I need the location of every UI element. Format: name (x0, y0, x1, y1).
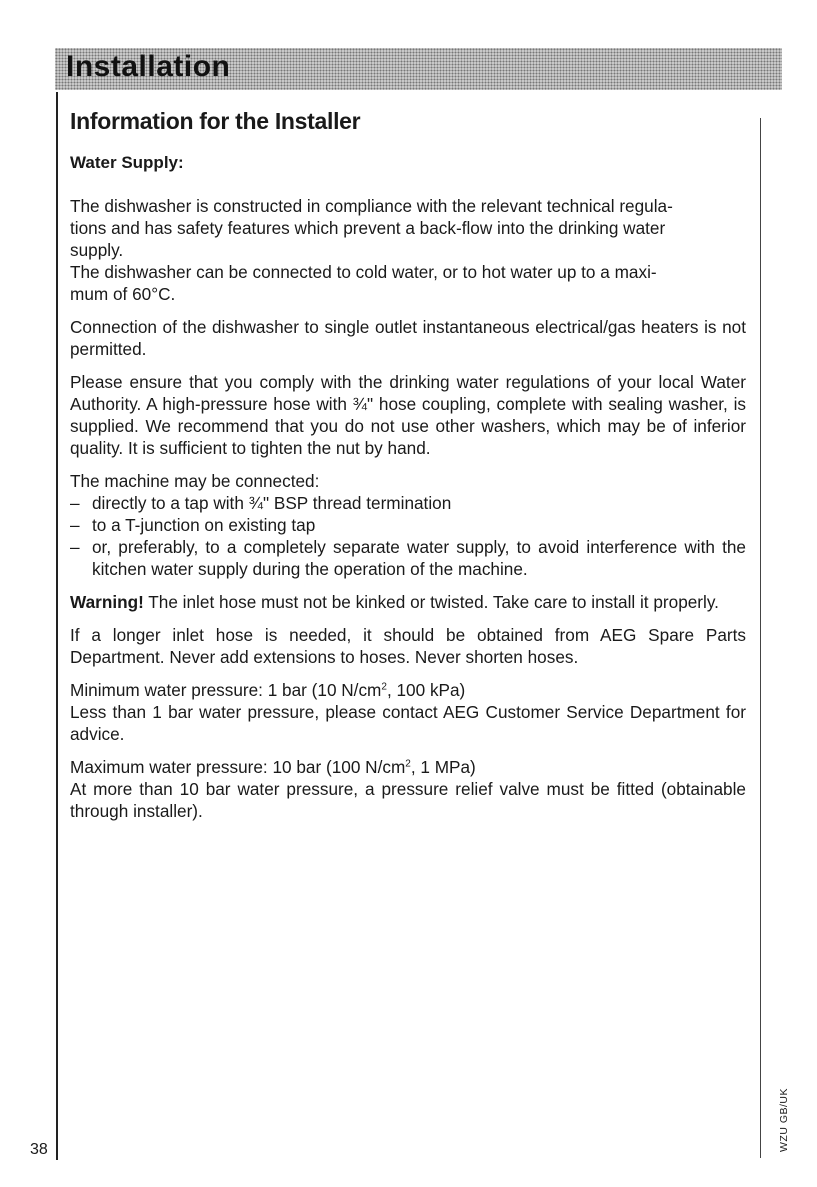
list-dash: – (70, 493, 80, 513)
list-item (70, 536, 746, 580)
regulations-paragraph: Please ensure that you comply with the drinking water regulations of your local Water Authority. A high-pressure hose with ¾" hose coupling, complete with sealing washer, is supplied. We recommend that you do not use other washers, which may be of inferior quality. It is sufficient to tighten the nut by hand. (70, 372, 746, 458)
list-item-text: to a T-junction on existing tap (92, 515, 316, 535)
maximum-pressure-advice: At more than 10 bar water pressure, a pressure relief valve must be fitted (obtainable through installer). (70, 779, 746, 821)
minimum-pressure-paragraph (70, 679, 746, 745)
list-dash: – (70, 537, 80, 557)
list-item (70, 492, 746, 514)
banner-title: Installation (66, 50, 231, 83)
document-code: WZU GB/UK (778, 1088, 790, 1152)
left-margin-rule (56, 92, 58, 1160)
compliance-paragraph (70, 195, 746, 305)
minimum-pressure-line (70, 679, 746, 701)
longer-hose-paragraph: If a longer inlet hose is needed, it should be obtained from AEG Spare Parts Department. Never add extensions to hoses. Never shorten hoses. (70, 625, 746, 667)
maximum-pressure-line (70, 756, 746, 778)
superscript: 2 (405, 758, 411, 770)
page-number: 38 (30, 1141, 48, 1158)
right-margin-rule (760, 118, 761, 1158)
max-pressure-suffix: , 1 MPa) (410, 757, 476, 777)
min-pressure-suffix: , 100 kPa) (386, 680, 466, 700)
page-heading: Information for the Installer (70, 108, 361, 134)
warning-label: Warning! (70, 592, 144, 612)
compliance-line: supply. (70, 240, 124, 260)
maximum-pressure-paragraph (70, 756, 746, 822)
compliance-line: The dishwasher is constructed in compliance with the relevant technical regula- (70, 196, 673, 216)
compliance-line: mum of 60°C. (70, 284, 176, 304)
page-content (70, 108, 746, 833)
warning-text: The inlet hose must not be kinked or twisted. Take care to install it properly. (143, 592, 719, 612)
compliance-line: The dishwasher can be connected to cold water, or to hot water up to a maxi- (70, 262, 657, 282)
superscript: 2 (381, 681, 387, 693)
heaters-paragraph: Connection of the dishwasher to single outlet instantaneous electrical/gas heaters is not permitted. (70, 317, 746, 359)
warning-paragraph (70, 591, 746, 613)
water-supply-subheading: Water Supply: (70, 153, 184, 172)
connection-options-list (70, 492, 746, 580)
minimum-pressure-advice: Less than 1 bar water pressure, please contact AEG Customer Service Department for advice. (70, 702, 746, 744)
min-pressure-text: Minimum water pressure: 1 bar (10 N/cm (70, 680, 382, 700)
list-dash: – (70, 515, 80, 535)
compliance-line: tions and has safety features which prevent a back-flow into the drinking water (70, 218, 666, 238)
list-item-text: or, preferably, to a completely separate water supply, to avoid interference with the kitchen water supply during the operation of the machine. (92, 537, 746, 579)
connection-intro: The machine may be connected: (70, 471, 320, 491)
list-item (70, 514, 746, 536)
list-item-text: directly to a tap with ¾" BSP thread termination (92, 493, 452, 513)
max-pressure-text: Maximum water pressure: 10 bar (100 N/cm (70, 757, 406, 777)
